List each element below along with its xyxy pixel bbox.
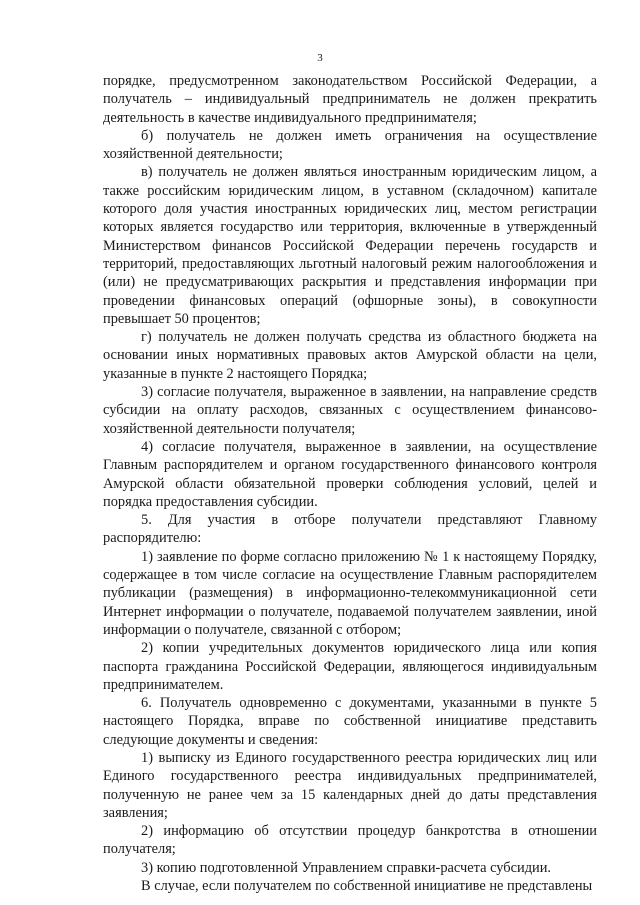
paragraph-section-6-item-1: 1) выписку из Единого государственного реестра юридических лиц или Единого государственного реестра индивидуальных предпринимателей, полученную не ранее чем за 15 календарных дней до даты представления заявления; xyxy=(103,749,597,821)
paragraph-section-6: 6. Получатель одновременно с документами, указанными в пункте 5 настоящего Порядка, вправе по собственной инициативе представить следующие документы и сведения: xyxy=(103,695,597,748)
paragraph-section-6-item-2: 2) информацию об отсутствии процедур банкротства в отношении получателя; xyxy=(103,823,597,858)
document-body xyxy=(103,72,597,895)
paragraph-continuation: порядке, предусмотренном законодательством Российской Федерации, а получатель – индивидуальный предприниматель не должен прекратить деятельность в качестве индивидуального предпринимателя; xyxy=(103,73,597,126)
paragraph-item-v: в) получатель не должен являться иностранным юридическим лицом, а также российским юридическим лицом, в уставном (складочном) капитале которого доля участия иностранных юридических лиц, местом регистрации которых является государство или территория, включенные в утвержденный Министерством финансов Российской Федерации перечень государств и территорий, предоставляющих льготный налоговый режим налогообложения и (или) не предусматривающих раскрытия и представления информации при проведении финансовых операций (офшорные зоны), в совокупности превышает 50 процентов; xyxy=(103,164,597,327)
paragraph-item-b: б) получатель не должен иметь ограничения на осуществление хозяйственной деятельности; xyxy=(103,127,597,163)
paragraph-section-5-item-2: 2) копии учредительных документов юридического лица или копия паспорта гражданина Российской Федерации, являющегося индивидуальным предпринимателем. xyxy=(103,640,597,693)
paragraph-section-5-item-1: 1) заявление по форме согласно приложению № 1 к настоящему Порядку, содержащее в том числе согласие на осуществление Главным распорядителем публикации (размещения) в информационно-телекоммуникационной сети Интернет информации о получателе, подаваемой получателем заявлении, иной информации о получателе, связанной с отбором; xyxy=(103,548,597,638)
page-number: 3 xyxy=(317,52,323,64)
paragraph-section-6-item-3: 3) копию подготовленной Управлением справки-расчета субсидии. xyxy=(141,859,552,876)
paragraph-item-4: 4) согласие получателя, выраженное в заявлении, на осуществление Главным распорядителем и органом государственного финансового контроля Амурской области обязательной проверки соблюдения условий, целей и порядка предоставления субсидии. xyxy=(103,438,597,510)
paragraph-item-3: 3) согласие получателя, выраженное в заявлении, на направление средств субсидии на оплату расходов, связанных с осуществлением финансово-хозяйственной деятельности получателя; xyxy=(103,384,597,437)
paragraph-item-g: г) получатель не должен получать средства из областного бюджета на основании иных нормативных правовых актов Амурской области на цели, указанные в пункте 2 настоящего Порядка; xyxy=(103,329,597,382)
paragraph-closing: В случае, если получателем по собственной инициативе не представлены xyxy=(141,878,593,895)
paragraph-section-5: 5. Для участия в отборе получатели представляют Главному распорядителю: xyxy=(103,512,597,547)
